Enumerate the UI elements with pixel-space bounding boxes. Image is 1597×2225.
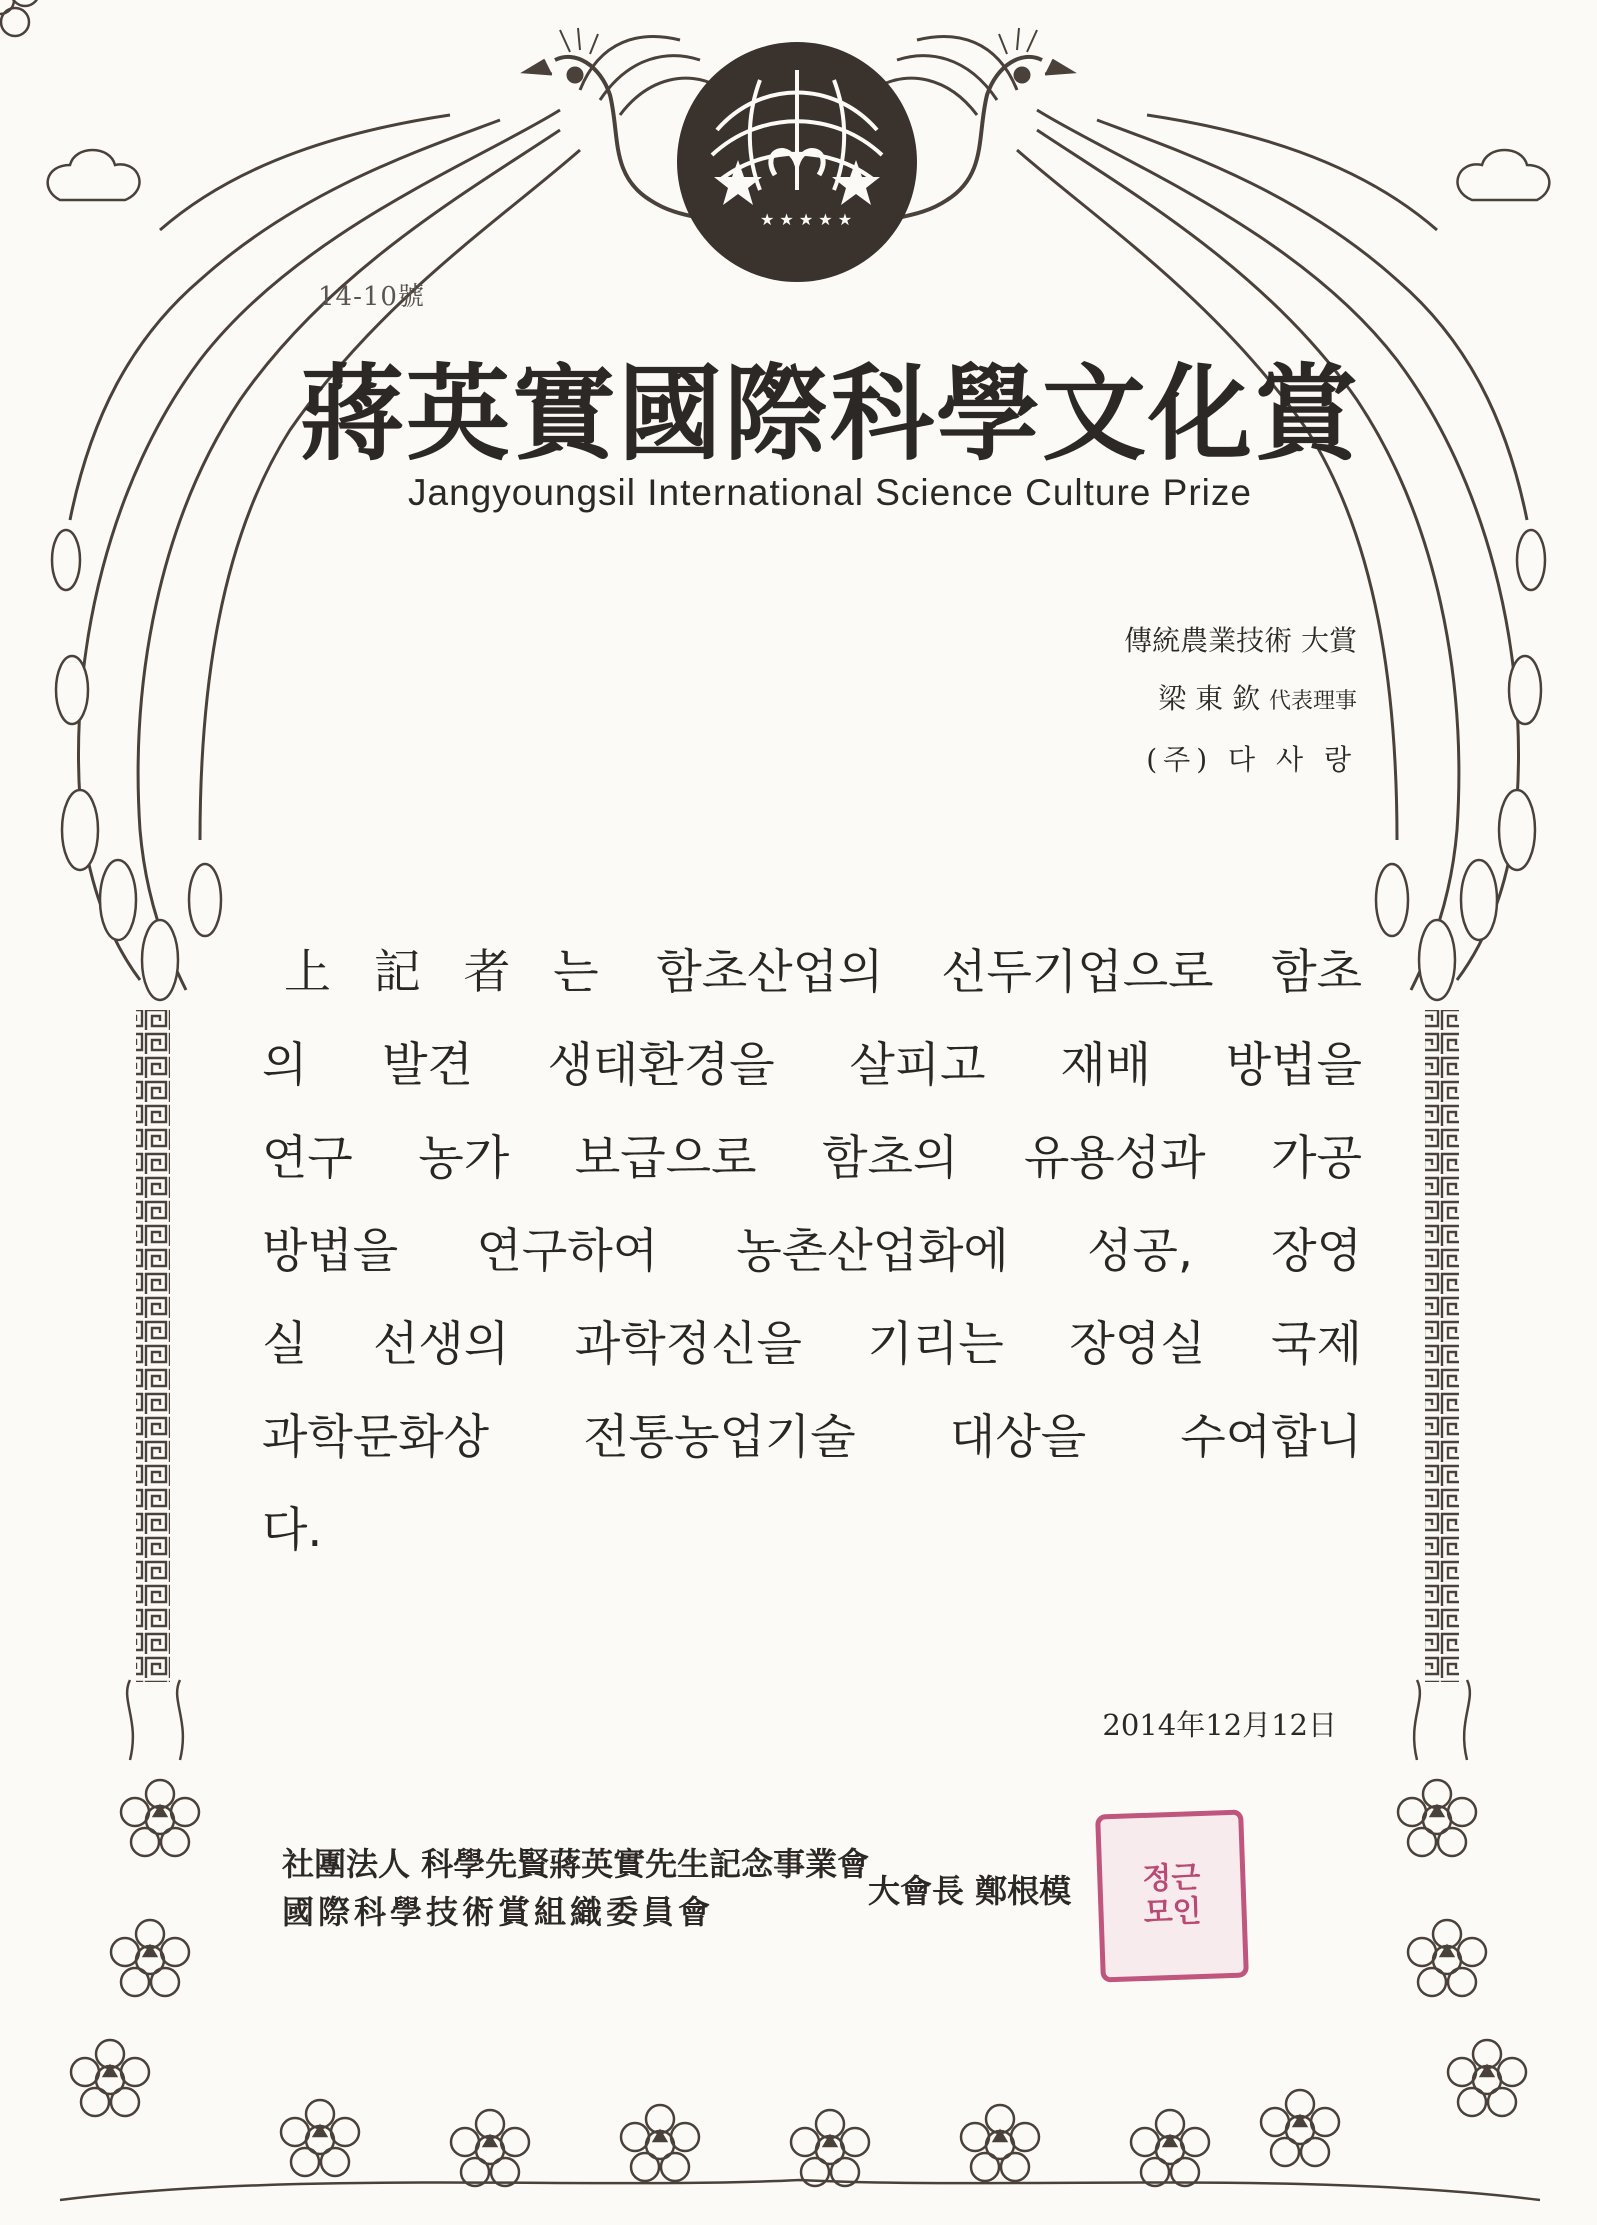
citation-line: 실 선생의 과학정신을 기리는 장영실 국제 [262,1317,1362,1372]
key-pattern-border-right [1425,1010,1459,1682]
recipient-title: 代表理事 [1268,689,1357,714]
certificate-title-english: Jangyoungsil International Science Culture Prize [408,472,1252,513]
recipient-name: 梁 東 欽 [1158,682,1261,715]
citation-line: 上記者는 함초산업의 선두기업으로 함초 [284,945,1362,1000]
citation-text [262,926,1362,1577]
issuer-president: 大會長 鄭根模 [868,1872,1072,1910]
svg-text:★ ★ ★ ★ ★: ★ ★ ★ ★ ★ [760,210,853,229]
key-pattern-border-left [136,1010,170,1682]
document-number: 14-10號 [318,282,425,312]
issuer-org-line1: 社團法人 科學先賢蔣英實先生記念事業會 [282,1845,870,1883]
phoenix-right-icon [862,28,1549,1000]
recipient [1124,670,1357,731]
citation-line: 의 발견 생태환경을 살피고 재배 방법을 [262,1038,1362,1093]
issue-date: 2014年12月12日 [1102,1708,1337,1742]
citation-line: 과학문화상 전통농업기술 대상을 수여합니 [262,1410,1362,1465]
phoenix-left-icon [48,28,735,1000]
company-name: (주) 다 사 랑 [1146,743,1357,776]
award-info [1124,612,1357,789]
official-seal [1095,1809,1249,1982]
citation-line: 연구 농가 보급으로 함초의 유용성과 가공 [262,1131,1362,1186]
seal-text: 정근모인 [1141,1860,1203,1931]
citation-line: 다. [262,1503,323,1558]
issuer-organization [282,1840,869,1936]
certificate-title-chinese: 蔣英實國際科學文化賞 [300,352,1361,475]
issuer-org-line2: 國際科學技術賞組織委員會 [282,1893,715,1931]
award-name: 傳統農業技術 大賞 [1124,624,1357,657]
citation-line: 방법을 연구하여 농촌산업화에 성공, 장영 [262,1224,1362,1279]
globe-emblem-icon [677,42,917,282]
